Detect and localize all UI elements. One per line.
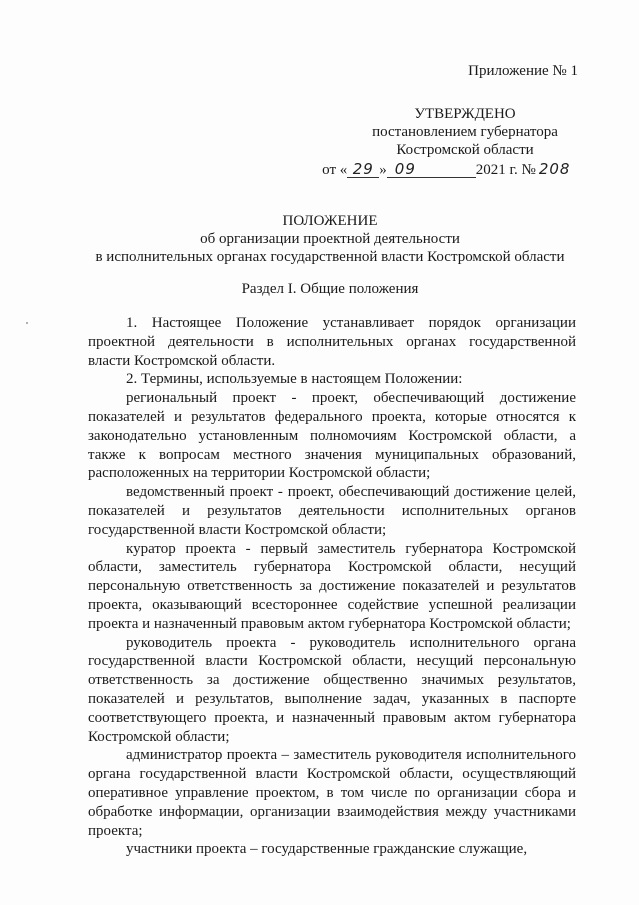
annex-label: Приложение № 1	[468, 63, 578, 79]
approval-block	[322, 62, 590, 179]
paragraph: администратор проекта – заместитель руководителя исполнительного органа государственной власти Костромской области, осуществляющий оперативное управление проектом, в том числе по организации сбора и обработке информации, организации взаимодействия между участниками проекта;	[88, 747, 576, 839]
date-prefix: от «	[322, 162, 348, 178]
approved-label: УТВЕРЖДЕНО	[414, 106, 516, 122]
paragraph: 1. Настоящее Положение устанавливает порядок организации проектной деятельности в исполнительных органах государственной власти Костромской области.	[88, 315, 576, 369]
paragraph: региональный проект - проект, обеспечивающий достижение показателей и результатов федерального проекта, которые относятся к законодательно установленным полномочиям Костромской области, а также к вопросам местного значения муниципальных образований, расположенных на территории Костромской области;	[88, 390, 576, 482]
paragraph: куратор проекта - первый заместитель губернатора Костромской области, заместитель губернатора Костромской области, несущий персональную ответственность за достижение показателей и результатов проекта, оказывающий всестороннее содействие успешной реализации проекта и назначенный правовым актом губернатора Костромской области;	[88, 540, 576, 632]
decree-number-handwritten: 208	[538, 160, 571, 178]
paragraph: участники проекта – государственные гражданские служащие,	[126, 841, 528, 858]
title-line2: в исполнительных органах государственной власти Костромской области	[95, 249, 565, 265]
title-line1: об организации проектной деятельности	[200, 231, 460, 247]
paragraph: ведомственный проект - проект, обеспечивающий достижение целей, показателей и результатов деятельности исполнительных органов государственной власти Костромской области;	[88, 484, 576, 538]
document-title	[60, 212, 600, 266]
approval-date-line	[322, 161, 572, 179]
title-heading: ПОЛОЖЕНИЕ	[282, 213, 378, 229]
paragraph: руководитель проекта - руководитель исполнительного органа государственной власти Костромской области, несущий персональную ответственность за достижение общественно значимых результатов, показателей и результатов, выполнение задач, указанных в паспорте соответствующего проекта, и назначенный правовым актом губернатора Костромской области;	[88, 634, 576, 745]
approved-by-line1: постановлением губернатора	[372, 124, 558, 140]
document-body	[88, 314, 576, 859]
section-heading: Раздел I. Общие положения	[241, 281, 419, 297]
date-year: 2021 г. №	[475, 162, 536, 178]
date-mid: »	[379, 162, 387, 178]
paragraph: 2. Термины, используемые в настоящем Положении:	[126, 371, 463, 388]
approved-by-line2: Костромской области	[396, 142, 534, 158]
date-day-handwritten: 29	[347, 161, 379, 178]
date-month-handwritten: 09	[387, 161, 476, 178]
scan-speck	[26, 322, 28, 324]
